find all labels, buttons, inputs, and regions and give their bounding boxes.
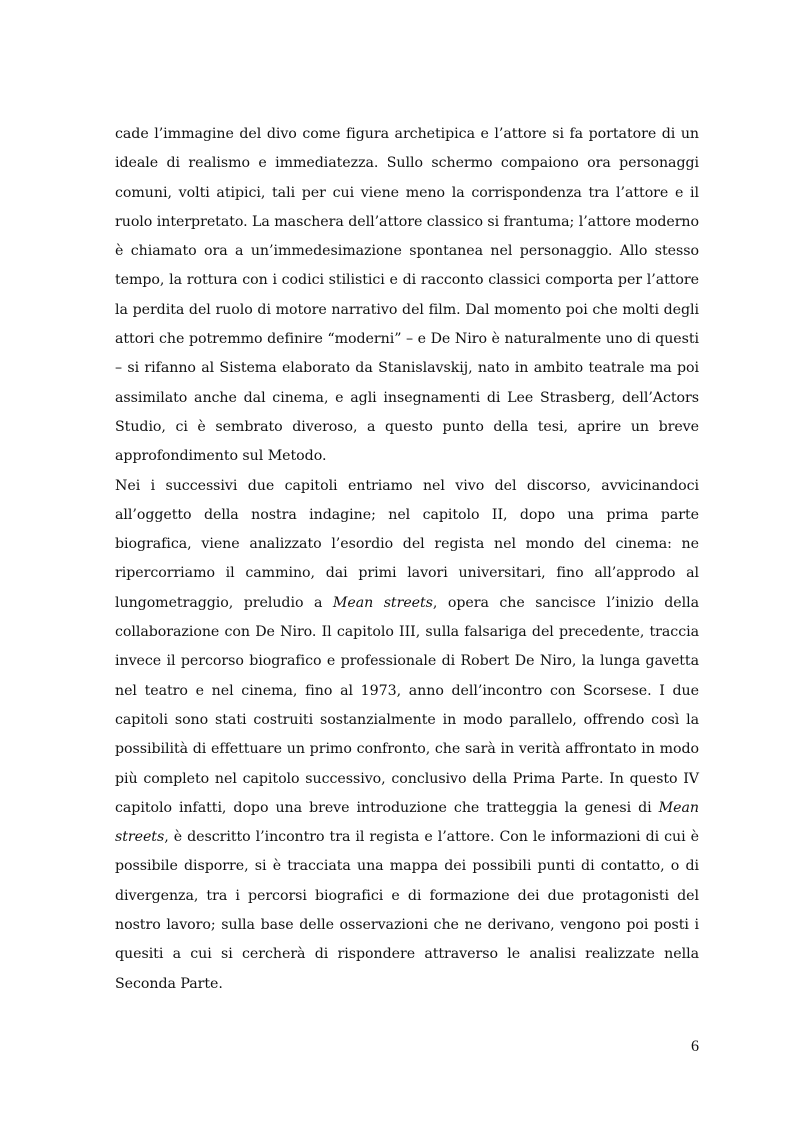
paragraph-2-text-a: Nei i successivi due capitoli entriamo nel vivo del discorso, avvicinandoci all’oggetto della nostra indagine; nel capitolo II, dopo una prima parte biografica, viene analizzato l’esordio del regista nel mondo del cinema: ne ripercorriamo il cammino, dai primi lavori universitari, fino all’approdo al lungometraggio, preludio a bbox=[115, 477, 699, 611]
body-text bbox=[115, 120, 699, 999]
paragraph-2 bbox=[115, 472, 699, 999]
film-title-mean-streets: Mean streets bbox=[332, 594, 433, 611]
page-number: 6 bbox=[691, 1038, 699, 1055]
paragraph-1: cade l’immagine del divo come figura archetipica e l’attore si fa portatore di un ideale di realismo e immediatezza. Sullo schermo compaiono ora personaggi comuni, volti atipici, tali per cui viene meno la corrispondenza tra l’attore e il ruolo interpretato. La maschera dell’attore classico si frantuma; l’attore moderno è chiamato ora a un’immedesimazione spontanea nel personaggio. Allo stesso tempo, la rottura con i codici stilistici e di racconto classici comporta per l’attore la perdita del ruolo di motore narrativo del film. Dal momento poi che molti degli attori che potremmo definire “moderni” – e De Niro è naturalmente uno di questi – si rifanno al Sistema elaborato da Stanislavskij, nato in ambito teatrale ma poi assimilato anche dal cinema, e agli insegnamenti di Lee Strasberg, dell’Actors Studio, ci è sembrato diveroso, a questo punto della tesi, aprire un breve approfondimento sul Metodo. bbox=[115, 126, 700, 465]
paragraph-2-text-b: , opera che sancisce l’inizio della collaborazione con De Niro. Il capitolo III, sulla falsariga del precedente, traccia invece il percorso biografico e professionale di Robert De Niro, la lunga gavetta nel teatro e nel cinema, fino al 1973, anno dell’incontro con Scorsese. I due capitoli sono stati costruiti sostanzialmente in modo parallelo, offrendo così la possibilità di effettuare un primo confronto, che sarà in verità affrontato in modo più completo nel capitolo successivo, conclusivo della Prima Parte. In questo IV capitolo infatti, dopo una breve introduzione che tratteggia la genesi di bbox=[115, 594, 700, 816]
paragraph-2-text-c: , è descritto l’incontro tra il regista e l’attore. Con le informazioni di cui è possibile disporre, si è tracciata una mappa dei possibili punti di contatto, o di divergenza, tra i percorsi biografici e di formazione dei due protagonisti del nostro lavoro; sulla base delle osservazioni che ne derivano, vengono poi posti i quesiti a cui si cercherà di rispondere attraverso le analisi realizzate nella Seconda Parte. bbox=[115, 829, 699, 992]
film-title-mean-streets-2: Mean streets bbox=[115, 799, 699, 846]
